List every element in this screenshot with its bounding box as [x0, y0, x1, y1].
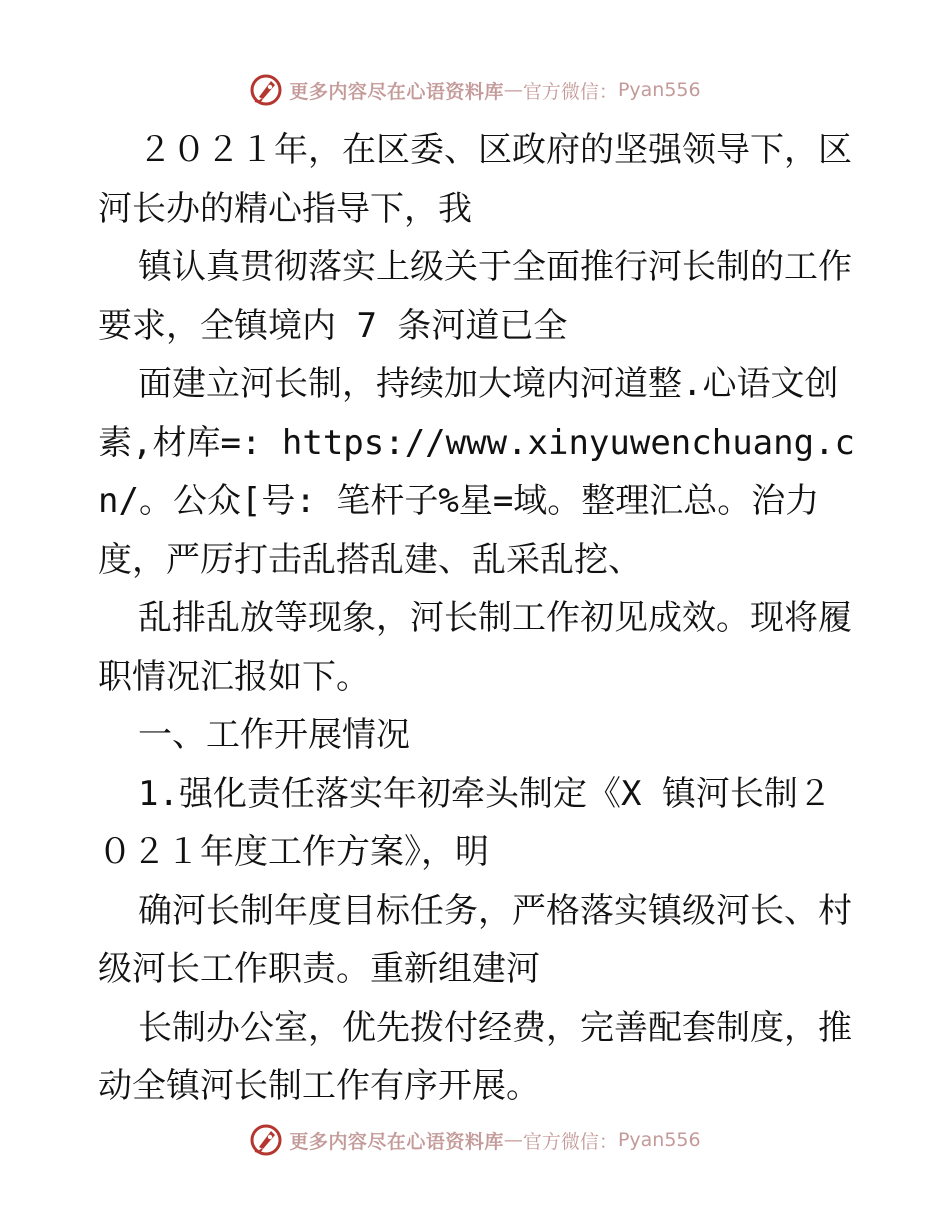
document-body — [98, 121, 858, 1116]
banner-wechat-id: Pyan556 — [617, 1129, 701, 1151]
banner-wechat-label: 官方微信： — [522, 80, 618, 103]
section-heading: 一、工作开展情况 — [138, 715, 410, 755]
paragraph: 确河长制年度目标任务，严格落实镇级河长、村级河长工作职责。重新组建河 — [98, 890, 852, 989]
header-banner — [0, 70, 950, 110]
paragraph: 面建立河长制，持续加大境内河道整.心语文创素,材库=: https://www.xinyuwenchuang.cn/。公众[号: 笔杆子%星=域。整理汇总。治力度，严厉打击乱搭乱建、乱采乱挖、 — [98, 364, 856, 580]
banner-title: 更多内容尽在心语资料库 — [289, 1130, 504, 1153]
banner-wechat-label: 官方微信： — [522, 1130, 618, 1153]
paragraph: 乱排乱放等现象，河长制工作初见成效。现将履职情况汇报如下。 — [98, 598, 852, 697]
paragraph: 1.强化责任落实年初牵头制定《X 镇河长制２０２１年度工作方案》，明 — [98, 773, 832, 872]
banner-dash: — — [503, 79, 523, 101]
paragraph: ２０２１年，在区委、区政府的坚强领导下，区河长办的精心指导下，我 — [98, 130, 852, 229]
banner-title: 更多内容尽在心语资料库 — [289, 80, 504, 103]
paragraph: 镇认真贯彻落实上级关于全面推行河长制的工作要求，全镇境内 7 条河道已全 — [98, 247, 852, 346]
pen-nib-logo-icon — [249, 73, 283, 107]
banner-dash: — — [503, 1129, 523, 1151]
footer-banner — [0, 1120, 950, 1160]
banner-wechat-id: Pyan556 — [617, 79, 701, 101]
paragraph: 长制办公室，优先拨付经费，完善配套制度，推动全镇河长制工作有序开展。 — [98, 1007, 852, 1106]
pen-nib-logo-icon — [249, 1123, 283, 1157]
